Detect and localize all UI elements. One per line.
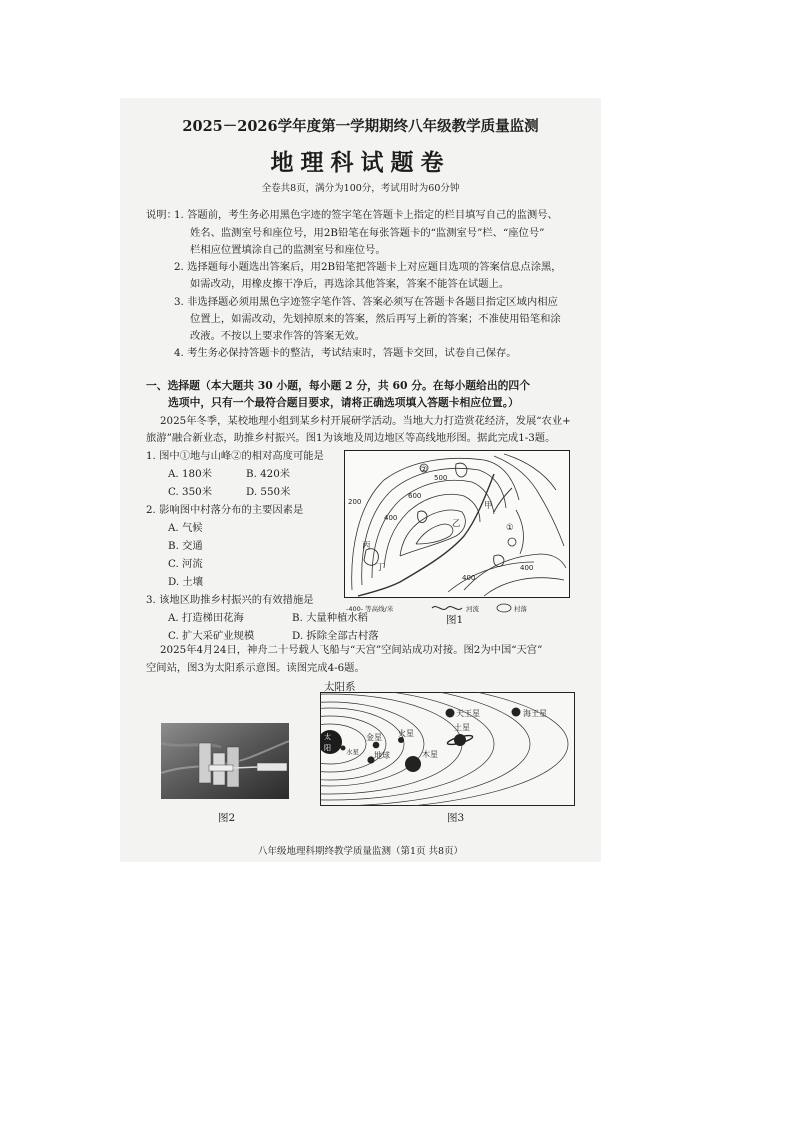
planet-label-jupiter: 木星	[422, 750, 438, 759]
instruction-1-line-1: 1. 答题前，考生务必用黑色字迹的签字笔在答题卡上指定的栏目填写自己的监测号、	[174, 209, 558, 221]
planet-label-uranus: 天王星	[456, 709, 480, 718]
legend-village-label: 村落	[514, 605, 527, 613]
question-3-option-a: A. 打造梯田花海	[168, 612, 244, 624]
legend-river-icon	[432, 607, 462, 610]
question-2-option-c: C. 河流	[168, 558, 203, 570]
venus-icon	[373, 742, 380, 749]
exam-meta: 全卷共8页，满分为100分，考试用时为60分钟	[261, 183, 460, 194]
instruction-3-line-1: 3. 非选择题必须用黑色字迹签字笔作答、答案必须写在答题卡各题目指定区域内相应	[174, 296, 558, 308]
place-label-bing: 丙	[362, 541, 371, 551]
question-2-option-a: A. 气候	[168, 522, 203, 534]
question-1-option-c: C. 350米	[168, 486, 213, 498]
contour-label-5: 400	[520, 564, 534, 572]
place-label-yi: 乙	[452, 519, 461, 529]
question-2-stem: 2. 影响图中村落分布的主要因素是	[146, 504, 304, 516]
instructions-label: 说明：	[146, 209, 177, 221]
section1-intro2-line-2: 空间站，图3为太阳系示意图。读图完成4-6题。	[146, 662, 365, 674]
figure1-caption: 图1	[446, 614, 464, 626]
figure3-solar-system-diagram	[320, 692, 575, 806]
exam-subtitle: 地理科试题卷	[270, 149, 451, 176]
planet-label-saturn: 土星	[454, 723, 470, 732]
instruction-1-line-3: 栏相应位置填涂自己的监测室号和座位号。	[190, 244, 386, 256]
question-3-option-b: B. 大量种植水稻	[292, 612, 368, 624]
section1-heading-line-2: 选项中，只有一个最符合题目要求，请将正确选项填入答题卡相应位置。）	[168, 396, 519, 409]
section1-intro-line-1: 2025年冬季，某校地理小组到某乡村开展研学活动。当地大力打造赏花经济，发展“农业+	[160, 415, 571, 427]
question-3-stem: 3. 该地区助推乡村振兴的有效措施是	[146, 594, 314, 606]
question-1-option-d: D. 550米	[246, 486, 291, 498]
planet-label-mercury: 水星	[346, 748, 359, 756]
instruction-4-line-1: 4. 考生务必保持答题卡的整洁，考试结束时，答题卡交回，试卷自己保存。	[174, 347, 517, 359]
question-2-option-b: B. 交通	[168, 540, 203, 552]
exam-title: 2025－2026学年度第一学期期终八年级教学质量监测	[182, 118, 539, 135]
contour-label-2: 400	[384, 514, 398, 522]
legend-river-label: 河流	[466, 605, 479, 613]
neptune-icon	[512, 708, 521, 717]
planet-label-venus: 金星	[366, 733, 382, 742]
mercury-icon	[341, 746, 346, 751]
figure2-caption: 图2	[218, 812, 236, 824]
figure3-caption: 图3	[447, 812, 465, 824]
place-label-ding: 丁	[376, 563, 385, 573]
figure2-space-station-photo	[161, 723, 289, 799]
jupiter-icon	[405, 756, 421, 772]
contour-label-1: 200	[348, 498, 362, 506]
page-footer: 八年级地理科期终教学质量监测（第1页 共8页）	[257, 846, 464, 857]
contour-label-4: 600	[408, 492, 422, 500]
figure1-contour-map	[344, 450, 570, 598]
section1-heading-line-1: 一、选择题（本大题共 30 小题，每小题 2 分，共 60 分。在每小题给出的四个	[146, 379, 531, 392]
planet-label-mars: 火星	[398, 729, 414, 738]
section1-intro-line-2: 旅游”融合新业态，助推乡村振兴。图1为该地及周边地区等高线地形图。据此完成1-3题。	[146, 432, 556, 444]
place-label-2: ②	[420, 465, 428, 475]
sun-label-2: 阳	[324, 744, 331, 752]
instruction-2-line-2: 如需改动，用橡皮擦干净后，再选涂其他答案，答案不能答在试题上。	[190, 278, 510, 290]
place-label-jia: 甲	[484, 501, 493, 511]
question-3-option-d: D. 拆除全部古村落	[292, 630, 379, 642]
instruction-3-line-3: 改液。不按以上要求作答的答案无效。	[190, 330, 366, 342]
question-1-stem: 1. 图中①地与山峰②的相对高度可能是	[146, 450, 324, 462]
sun-label-1: 太	[324, 733, 331, 741]
contour-label-3: 500	[434, 474, 448, 482]
question-1-option-b: B. 420米	[246, 468, 291, 480]
exam-page	[120, 98, 601, 862]
instruction-1-line-2: 姓名、监测室号和座位号，用2B铅笔在每张答题卡的“监测室号”栏、“座位号”	[190, 227, 545, 239]
question-2-option-d: D. 土壤	[168, 576, 204, 588]
planet-label-earth: 地球	[374, 751, 390, 760]
question-3-option-c: C. 扩大采矿业规模	[168, 630, 255, 642]
place-label-1: ①	[506, 523, 514, 533]
uranus-icon	[446, 709, 455, 718]
legend-village-icon	[497, 604, 511, 612]
figure3-title: 太阳系	[324, 681, 356, 693]
planet-label-neptune: 海王星	[523, 709, 547, 718]
section1-intro2-line-1: 2025年4月24日，神舟二十号载人飞船与“天宫”空间站成功对接。图2为中国“天宫”	[160, 644, 543, 656]
contour-label-6: 400	[462, 574, 476, 582]
question-1-option-a: A. 180米	[168, 468, 212, 480]
legend-contour-label: -400- 等高线/米	[346, 605, 394, 613]
instruction-3-line-2: 位置上，如需改动，先划掉原来的答案，然后再写上新的答案；不准使用铅笔和涂	[190, 313, 561, 325]
instruction-2-line-1: 2. 选择题每小题选出答案后，用2B铅笔把答题卡上对应题目选项的答案信息点涂黑，	[174, 261, 562, 273]
